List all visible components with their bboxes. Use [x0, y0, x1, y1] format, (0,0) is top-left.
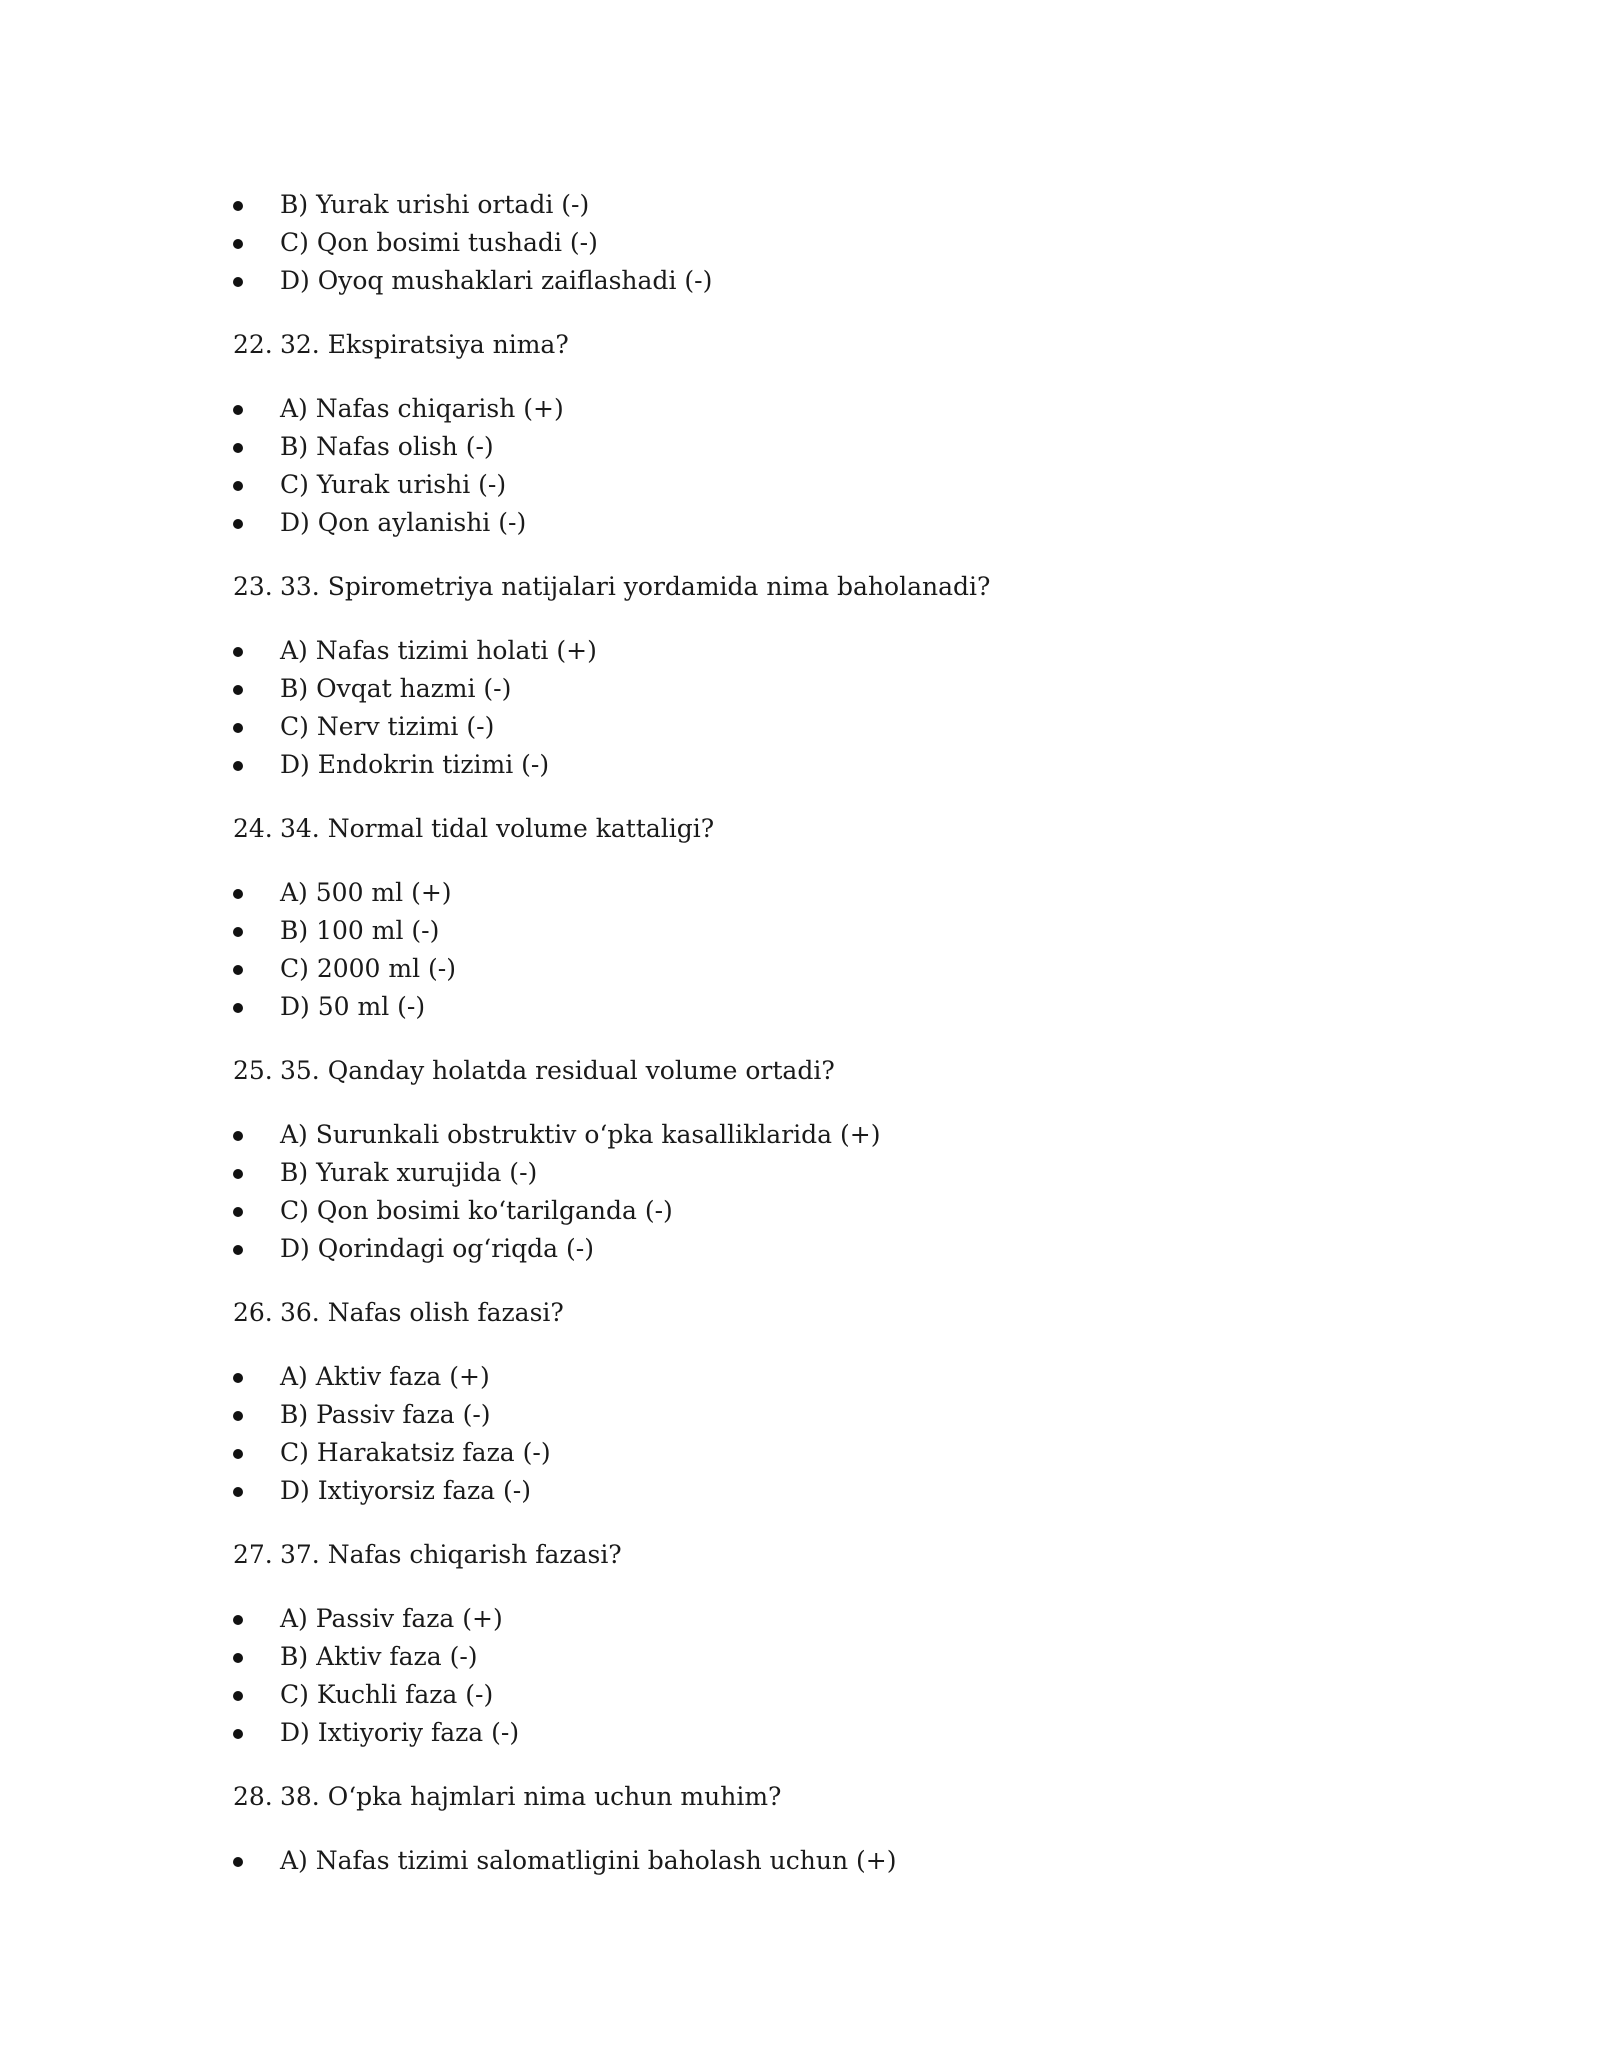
bullet-icon — [233, 1169, 243, 1179]
bullet-icon — [233, 1653, 243, 1663]
options-list — [233, 1842, 1383, 1880]
option-item: B) Yurak urishi ortadi (-) — [233, 186, 1383, 224]
options-list — [233, 632, 1383, 784]
question-number: 24. — [233, 814, 273, 843]
question-25 — [233, 1052, 1383, 1090]
option-item: B) Ovqat hazmi (-) — [233, 670, 1383, 708]
bullet-icon — [233, 1131, 243, 1141]
option-item: C) Qon bosimi tushadi (-) — [233, 224, 1383, 262]
question-text: 34. Normal tidal volume kattaligi? — [280, 814, 715, 843]
question-23 — [233, 568, 1383, 606]
bullet-icon — [233, 723, 243, 733]
option-item: C) Qon bosimi ko‘tarilganda (-) — [233, 1192, 1383, 1230]
option-item: B) 100 ml (-) — [233, 912, 1383, 950]
options-list — [233, 1116, 1383, 1268]
option-item: B) Yurak xurujida (-) — [233, 1154, 1383, 1192]
bullet-icon — [233, 1207, 243, 1217]
bullet-icon — [233, 1003, 243, 1013]
bullet-icon — [233, 519, 243, 529]
bullet-icon — [233, 685, 243, 695]
bullet-icon — [233, 1245, 243, 1255]
question-number: 23. — [233, 572, 273, 601]
option-item: C) 2000 ml (-) — [233, 950, 1383, 988]
question-number: 27. — [233, 1540, 273, 1569]
option-item: D) Ixtiyoriy faza (-) — [233, 1714, 1383, 1752]
options-list — [233, 874, 1383, 1026]
question-28 — [233, 1778, 1383, 1816]
option-item: D) Ixtiyorsiz faza (-) — [233, 1472, 1383, 1510]
option-item: A) 500 ml (+) — [233, 874, 1383, 912]
bullet-icon — [233, 1487, 243, 1497]
option-item: B) Passiv faza (-) — [233, 1396, 1383, 1434]
question-text: 33. Spirometriya natijalari yordamida nima baholanadi? — [280, 572, 991, 601]
bullet-icon — [233, 405, 243, 415]
quiz-content — [233, 186, 1383, 1880]
intro-options-list — [233, 186, 1383, 300]
question-text: 32. Ekspiratsiya nima? — [280, 330, 569, 359]
bullet-icon — [233, 965, 243, 975]
option-item: A) Passiv faza (+) — [233, 1600, 1383, 1638]
option-item: A) Nafas tizimi holati (+) — [233, 632, 1383, 670]
option-item: C) Harakatsiz faza (-) — [233, 1434, 1383, 1472]
bullet-icon — [233, 1729, 243, 1739]
option-item: D) 50 ml (-) — [233, 988, 1383, 1026]
bullet-icon — [233, 1615, 243, 1625]
option-item: A) Surunkali obstruktiv o‘pka kasalliklarida (+) — [233, 1116, 1383, 1154]
bullet-icon — [233, 201, 243, 211]
option-item: A) Aktiv faza (+) — [233, 1358, 1383, 1396]
bullet-icon — [233, 1691, 243, 1701]
options-list — [233, 390, 1383, 542]
question-text: 35. Qanday holatda residual volume ortadi? — [280, 1056, 835, 1085]
option-item: B) Nafas olish (-) — [233, 428, 1383, 466]
option-item: C) Nerv tizimi (-) — [233, 708, 1383, 746]
question-22 — [233, 326, 1383, 364]
bullet-icon — [233, 761, 243, 771]
question-number: 25. — [233, 1056, 273, 1085]
option-item: C) Yurak urishi (-) — [233, 466, 1383, 504]
question-text: 36. Nafas olish fazasi? — [280, 1298, 564, 1327]
bullet-icon — [233, 277, 243, 287]
question-24 — [233, 810, 1383, 848]
bullet-icon — [233, 1411, 243, 1421]
question-number: 28. — [233, 1782, 273, 1811]
bullet-icon — [233, 443, 243, 453]
option-item: D) Oyoq mushaklari zaiflashadi (-) — [233, 262, 1383, 300]
option-item: D) Qon aylanishi (-) — [233, 504, 1383, 542]
question-26 — [233, 1294, 1383, 1332]
bullet-icon — [233, 481, 243, 491]
question-text: 38. O‘pka hajmlari nima uchun muhim? — [280, 1782, 782, 1811]
option-item: C) Kuchli faza (-) — [233, 1676, 1383, 1714]
option-item: A) Nafas chiqarish (+) — [233, 390, 1383, 428]
bullet-icon — [233, 889, 243, 899]
option-item: D) Endokrin tizimi (-) — [233, 746, 1383, 784]
question-number: 26. — [233, 1298, 273, 1327]
bullet-icon — [233, 927, 243, 937]
question-text: 37. Nafas chiqarish fazasi? — [280, 1540, 622, 1569]
options-list — [233, 1358, 1383, 1510]
option-item: A) Nafas tizimi salomatligini baholash uchun (+) — [233, 1842, 1383, 1880]
option-item: D) Qorindagi og‘riqda (-) — [233, 1230, 1383, 1268]
option-item: B) Aktiv faza (-) — [233, 1638, 1383, 1676]
bullet-icon — [233, 239, 243, 249]
bullet-icon — [233, 1857, 243, 1867]
options-list — [233, 1600, 1383, 1752]
bullet-icon — [233, 647, 243, 657]
question-number: 22. — [233, 330, 273, 359]
bullet-icon — [233, 1449, 243, 1459]
bullet-icon — [233, 1373, 243, 1383]
question-27 — [233, 1536, 1383, 1574]
